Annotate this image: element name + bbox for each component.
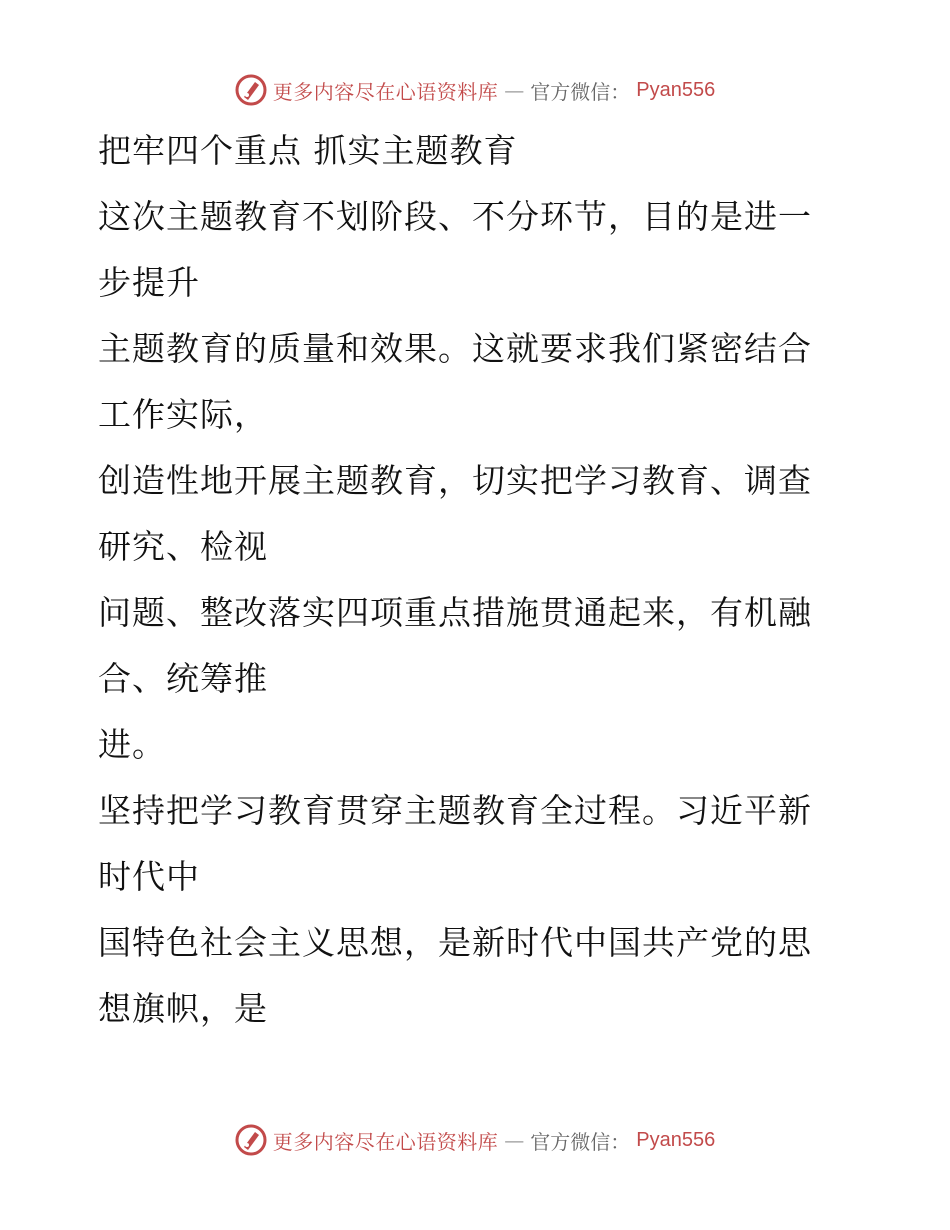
pen-logo-icon — [235, 1124, 267, 1156]
doc-line: 创造性地开展主题教育，切实把学习教育、调查 — [98, 461, 812, 500]
page-header-banner — [0, 70, 950, 110]
doc-line: 问题、整改落实四项重点措施贯通起来，有机融 — [98, 593, 812, 632]
header-wechat-label: 官方微信： — [530, 79, 631, 104]
doc-line: 合、统筹推 — [98, 659, 268, 698]
doc-line: 研究、检视 — [98, 527, 268, 566]
header-wechat-id: Pyan556 — [636, 78, 716, 101]
doc-line: 想旗帜，是 — [98, 989, 268, 1028]
footer-wechat-id: Pyan556 — [636, 1128, 716, 1151]
doc-line: 主题教育的质量和效果。这就要求我们紧密结合 — [98, 329, 812, 368]
footer-separator: — — [504, 1128, 525, 1152]
doc-title: 把牢四个重点 抓实主题教育 — [98, 131, 518, 170]
footer-wechat-label: 官方微信： — [530, 1129, 631, 1154]
doc-line: 时代中 — [98, 857, 200, 896]
document-body — [98, 118, 838, 1042]
doc-line: 工作实际， — [98, 395, 268, 434]
header-separator: — — [504, 78, 525, 102]
doc-line: 步提升 — [98, 263, 200, 302]
doc-line: 进。 — [98, 725, 166, 764]
doc-line: 坚持把学习教育贯穿主题教育全过程。习近平新 — [98, 791, 812, 830]
page-footer-banner — [0, 1120, 950, 1160]
footer-banner-text: 更多内容尽在心语资料库 — [272, 1129, 499, 1154]
pen-logo-icon — [235, 74, 267, 106]
doc-line: 国特色社会主义思想，是新时代中国共产党的思 — [98, 923, 812, 962]
header-banner-text: 更多内容尽在心语资料库 — [272, 79, 499, 104]
doc-line: 这次主题教育不划阶段、不分环节，目的是进一 — [98, 197, 812, 236]
